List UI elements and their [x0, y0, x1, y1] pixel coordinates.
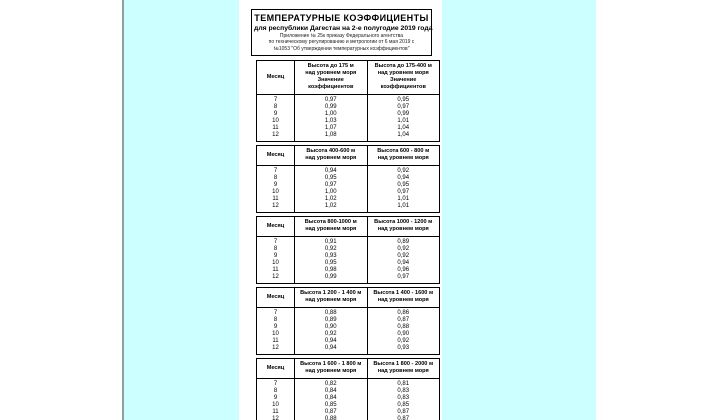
header-line: над уровнем моря [305, 297, 357, 304]
viewer-background [122, 0, 596, 420]
coef-cell: 0,83 [397, 394, 410, 401]
coef-cell: 0,93 [397, 344, 410, 351]
month-cell: 9 [273, 110, 278, 117]
month-cell: 9 [273, 323, 278, 330]
table-block [256, 145, 440, 213]
coef-cell: 0,87 [397, 408, 410, 415]
coef-column [368, 308, 440, 354]
month-cell: 12 [272, 202, 279, 209]
coef-cell: 0,97 [397, 273, 410, 280]
month-cell: 9 [273, 394, 278, 401]
block-header-row [257, 61, 439, 95]
month-cell: 11 [272, 195, 279, 202]
header-line: Значение коэффициентов [308, 76, 354, 90]
coef-column [295, 308, 368, 354]
header-line: над уровнем моря [377, 70, 429, 77]
month-cell: 10 [272, 117, 279, 124]
coef-cell: 1,04 [397, 131, 410, 138]
header-line: над уровнем моря [377, 225, 429, 232]
month-header: Месяц [257, 61, 295, 94]
month-cell: 7 [273, 238, 278, 245]
coef-cell: 0,83 [397, 387, 410, 394]
altitude-header [368, 146, 440, 165]
altitude-header [368, 217, 440, 236]
block-header-row [257, 288, 439, 308]
month-cell: 10 [272, 330, 279, 337]
month-cell: 8 [273, 245, 278, 252]
table-block [256, 216, 440, 284]
coef-cell: 0,82 [324, 380, 337, 387]
coef-cell: 0,97 [397, 103, 410, 110]
coef-cell: 0,92 [324, 330, 337, 337]
coef-cell: 0,88 [397, 323, 410, 330]
coef-cell: 0,81 [397, 380, 410, 387]
note-line: по техническому регулированию и метрологии от 6 мая 2019 с [268, 39, 415, 46]
month-cell: 8 [273, 103, 278, 110]
month-cell: 10 [272, 188, 279, 195]
altitude-header [295, 61, 368, 94]
month-column [257, 379, 295, 420]
month-cell: 12 [272, 273, 279, 280]
altitude-header [368, 61, 440, 94]
header-line: над уровнем моря [377, 297, 429, 304]
coef-cell: 0,88 [324, 309, 337, 316]
header-line: над уровнем моря [305, 154, 357, 161]
month-header: Месяц [257, 288, 295, 307]
coef-cell: 0,96 [397, 266, 410, 273]
coef-column [295, 379, 368, 420]
header-line: Высота 600 - 800 м [377, 148, 430, 155]
block-body [257, 95, 439, 141]
block-body [257, 237, 439, 283]
coef-cell: 0,89 [324, 316, 337, 323]
title-box [251, 9, 432, 56]
month-cell: 7 [273, 167, 278, 174]
coef-cell: 0,90 [324, 323, 337, 330]
block-body [257, 379, 439, 420]
coef-cell: 1,01 [397, 202, 410, 209]
coef-column [368, 95, 440, 141]
month-header: Месяц [257, 146, 295, 165]
coef-cell: 0,94 [397, 174, 410, 181]
month-cell: 8 [273, 174, 278, 181]
coef-cell: 0,94 [324, 344, 337, 351]
coef-cell: 1,08 [324, 131, 337, 138]
month-cell: 7 [273, 96, 278, 103]
coef-cell: 0,88 [324, 415, 337, 420]
month-column [257, 308, 295, 354]
coef-cell: 1,00 [324, 110, 337, 117]
coef-cell: 0,95 [324, 174, 337, 181]
month-header: Месяц [257, 217, 295, 236]
month-column [257, 95, 295, 141]
coef-column [295, 95, 368, 141]
coef-cell: 0,87 [397, 415, 410, 420]
month-cell: 7 [273, 309, 278, 316]
coef-cell: 0,89 [397, 238, 410, 245]
coef-cell: 0,92 [397, 252, 410, 259]
coef-column [295, 237, 368, 283]
coef-cell: 0,92 [324, 245, 337, 252]
coef-cell: 0,93 [324, 252, 337, 259]
coef-cell: 0,99 [324, 103, 337, 110]
coef-cell: 1,01 [397, 195, 410, 202]
coef-cell: 0,97 [324, 181, 337, 188]
document-title: ТЕМПЕРАТУРНЫЕ КОЭФФИЦИЕНТЫ [254, 13, 429, 23]
coef-cell: 0,92 [397, 337, 410, 344]
month-cell: 11 [272, 337, 279, 344]
month-cell: 8 [273, 387, 278, 394]
coef-cell: 0,92 [397, 245, 410, 252]
header-line: Высота до 175 м [307, 63, 354, 70]
header-line: Высота 400-600 м [306, 148, 356, 155]
month-cell: 12 [272, 415, 279, 420]
table-block [256, 358, 440, 420]
month-cell: 11 [272, 266, 279, 273]
month-header: Месяц [257, 359, 295, 378]
header-line: над уровнем моря [305, 368, 357, 375]
table-block [256, 287, 440, 355]
altitude-header [368, 359, 440, 378]
header-line: Высота 1000 - 1200 м [374, 219, 433, 226]
month-cell: 9 [273, 252, 278, 259]
month-cell: 12 [272, 344, 279, 351]
coef-cell: 0,97 [397, 188, 410, 195]
table-block [256, 60, 440, 142]
coef-cell: 0,95 [324, 259, 337, 266]
coef-cell: 1,03 [324, 117, 337, 124]
coef-cell: 0,94 [397, 259, 410, 266]
coef-cell: 0,95 [397, 181, 410, 188]
altitude-header [368, 288, 440, 307]
header-line: Высота 800-1000 м [304, 219, 357, 226]
note-line: Приложение № 25к приказу Федерального агентства [279, 33, 404, 39]
header-line: над уровнем моря [305, 70, 357, 77]
coef-cell: 1,04 [397, 124, 410, 131]
altitude-header [295, 359, 368, 378]
block-body [257, 166, 439, 212]
coef-cell: 1,01 [397, 117, 410, 124]
altitude-header [295, 288, 368, 307]
coef-column [295, 166, 368, 212]
coef-cell: 0,99 [397, 110, 410, 117]
header-line: Значение коэффициентов [380, 76, 426, 90]
coef-cell: 0,90 [397, 330, 410, 337]
coef-column [368, 237, 440, 283]
coef-cell: 0,94 [324, 337, 337, 344]
coef-cell: 1,07 [324, 124, 337, 131]
block-header-row [257, 359, 439, 379]
coef-cell: 0,97 [324, 96, 337, 103]
coef-cell: 0,84 [324, 394, 337, 401]
coef-cell: 1,02 [324, 195, 337, 202]
header-line: над уровнем моря [305, 225, 357, 232]
header-line: Высота 1 200 - 1 400 м [300, 290, 362, 297]
coef-cell: 0,91 [324, 238, 337, 245]
header-line: Высота 1 400 - 1600 м [373, 290, 434, 297]
month-cell: 7 [273, 380, 278, 387]
note-line: №1053 "Об утверждении температурных коэффициентов" [273, 45, 410, 52]
coef-cell: 0,98 [324, 266, 337, 273]
header-line: над уровнем моря [377, 368, 429, 375]
month-cell: 10 [272, 259, 279, 266]
coef-cell: 0,94 [324, 167, 337, 174]
coef-cell: 1,00 [324, 188, 337, 195]
block-header-row [257, 146, 439, 166]
header-line: Высота 1 800 - 2000 м [373, 361, 434, 368]
header-line: Высота 1 600 - 1 800 м [300, 361, 362, 368]
coef-cell: 0,84 [324, 387, 337, 394]
coef-column [368, 379, 440, 420]
coefficient-table [256, 60, 440, 420]
month-cell: 8 [273, 316, 278, 323]
block-header-row [257, 217, 439, 237]
document-subtitle: для республики Дагестан на 2-е полугодие 2019 года [254, 25, 433, 32]
coef-cell: 0,87 [324, 408, 337, 415]
coef-cell: 0,87 [397, 316, 410, 323]
month-column [257, 237, 295, 283]
coef-cell: 0,86 [397, 309, 410, 316]
coef-cell: 0,99 [324, 273, 337, 280]
month-cell: 10 [272, 401, 279, 408]
coef-cell: 0,95 [397, 96, 410, 103]
altitude-header [295, 217, 368, 236]
header-line: над уровнем моря [377, 154, 429, 161]
coef-cell: 1,02 [324, 202, 337, 209]
month-cell: 12 [272, 131, 279, 138]
month-cell: 9 [273, 181, 278, 188]
coef-column [368, 166, 440, 212]
coef-cell: 0,85 [324, 401, 337, 408]
coef-cell: 0,85 [397, 401, 410, 408]
document-page [239, 0, 442, 420]
month-column [257, 166, 295, 212]
header-line: Высота до 175-400 м [374, 63, 432, 70]
month-cell: 11 [272, 408, 279, 415]
block-body [257, 308, 439, 354]
month-cell: 11 [272, 124, 279, 131]
coef-cell: 0,92 [397, 167, 410, 174]
altitude-header [295, 146, 368, 165]
